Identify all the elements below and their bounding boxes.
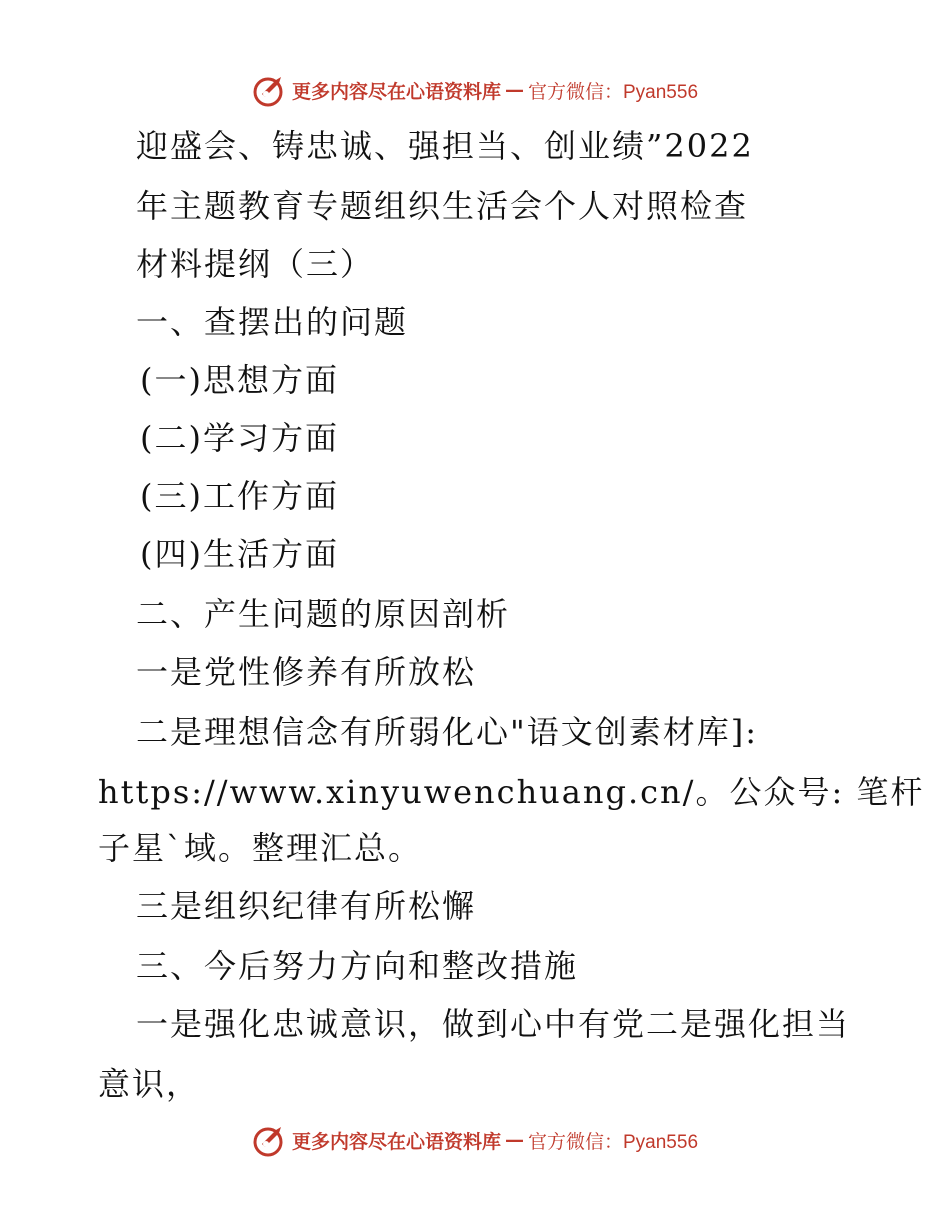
watermark-text: 更多内容尽在心语资料库 (291, 80, 501, 103)
reason-2-line-1: 二是理想信念有所弱化心"语文创素材库]: (136, 713, 758, 751)
title-line-3: 材料提纲（三） (136, 245, 375, 283)
watermark-text: 更多内容尽在心语资料库 (291, 1130, 501, 1153)
watermark-dash: — (505, 1129, 522, 1151)
header-watermark (0, 70, 950, 110)
reason-2-line-2: https://www.xinyuwenchuang.cn/。公众号: 笔杆 (98, 773, 925, 811)
title-line-2: 年主题教育专题组织生活会个人对照检查 (136, 187, 749, 225)
sub-item-2: (二)学习方面 (140, 419, 339, 457)
section-heading-1: 一、查摆出的问题 (136, 303, 409, 341)
sub-item-4: (四)生活方面 (140, 535, 339, 573)
red-brush-logo-icon (252, 72, 288, 108)
footer-watermark (0, 1120, 950, 1160)
sub-item-3: (三)工作方面 (140, 477, 339, 515)
watermark-wechat: 官方微信：Pyan556 (528, 1131, 699, 1153)
watermark-dash: — (505, 79, 522, 101)
red-brush-logo-icon (252, 1122, 288, 1158)
watermark-wechat: 官方微信：Pyan556 (528, 81, 699, 103)
reason-3: 三是组织纪律有所松懈 (136, 887, 477, 925)
measure-line-2: 意识， (98, 1065, 201, 1103)
section-heading-3: 三、今后努力方向和整改措施 (136, 947, 579, 985)
sub-item-1: (一)思想方面 (140, 361, 339, 399)
reason-2-line-3: 子星`域。整理汇总。 (98, 829, 423, 867)
measure-line-1: 一是强化忠诚意识，做到心中有党二是强化担当 (136, 1005, 851, 1043)
title-line-1: 迎盛会、铸忠诚、强担当、创业绩”2022 (136, 127, 754, 165)
reason-1: 一是党性修养有所放松 (136, 653, 477, 691)
section-heading-2: 二、产生问题的原因剖析 (136, 595, 511, 633)
